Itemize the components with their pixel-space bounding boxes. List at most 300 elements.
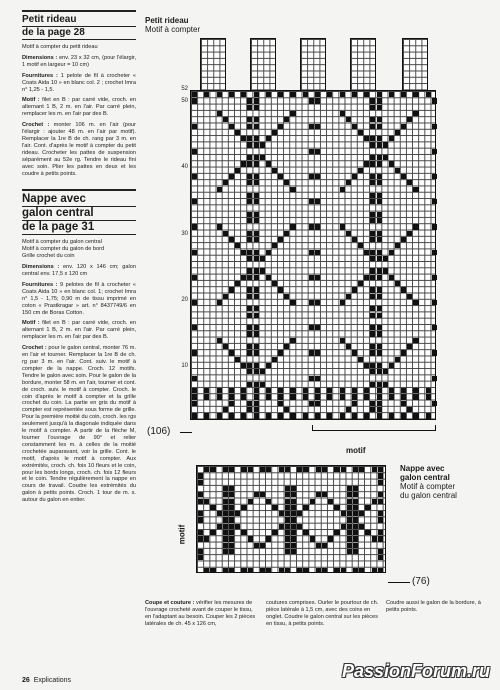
filled-square (241, 363, 246, 368)
filled-square (401, 287, 406, 292)
row-label: 30 (181, 231, 188, 237)
filled-square (217, 511, 222, 516)
filled-square (210, 568, 215, 573)
filled-square (241, 568, 246, 573)
filled-square (327, 388, 332, 393)
filled-square (401, 92, 406, 97)
dimensions-para: Dimensions : env. 120 x 146 cm; galon central env. 17,5 x 120 cm (22, 264, 136, 278)
filled-square (192, 124, 197, 129)
filled-square (272, 357, 277, 362)
filled-square (378, 499, 383, 504)
filled-square (285, 530, 290, 535)
filled-square (309, 300, 314, 305)
filled-square (192, 275, 197, 280)
filled-square (254, 250, 259, 255)
filled-square (401, 401, 406, 406)
filled-square (235, 357, 240, 362)
filled-square (247, 350, 252, 355)
filled-square (353, 467, 358, 472)
filled-square (210, 505, 215, 510)
filled-square (192, 199, 197, 204)
filled-square (198, 549, 203, 554)
filled-square (377, 124, 382, 129)
filled-square (229, 174, 234, 179)
filled-square (352, 92, 357, 97)
fournitures-para: Fournitures : 9 pelotes de fil à crocheter « Coats Aida 10 » en blanc col. 1; crochet Imra n° 1,5 - 1,75; 0,90 m de tissu imprimé en coton « Prastkragar » art. n° 8437749/6 en 150 cm de Boras Cotton. (22, 281, 136, 316)
filled-square (328, 499, 333, 504)
filled-square (413, 394, 418, 399)
filled-square (370, 199, 375, 204)
filled-square (309, 199, 314, 204)
stitch-count-106: (106) (147, 426, 171, 437)
filled-square (204, 467, 209, 472)
filled-square (377, 142, 382, 147)
filled-square (192, 388, 197, 393)
hanging-tab (200, 38, 226, 92)
filled-square (285, 517, 290, 522)
filled-square (247, 331, 252, 336)
filled-square (389, 136, 394, 141)
filled-square (229, 486, 234, 491)
filled-square (247, 136, 252, 141)
filled-square (217, 338, 222, 343)
filled-square (266, 568, 271, 573)
filled-square (192, 376, 197, 381)
filled-square (378, 467, 383, 472)
filled-square (247, 287, 252, 292)
filled-square (285, 524, 290, 529)
filled-square (401, 413, 406, 418)
filled-square (254, 382, 259, 387)
filled-square (370, 344, 375, 349)
filled-square (223, 499, 228, 504)
filled-square (192, 174, 197, 179)
filled-square (247, 98, 252, 103)
filled-square (278, 124, 283, 129)
filled-square (383, 369, 388, 374)
filled-square (315, 388, 320, 393)
filled-square (377, 363, 382, 368)
filled-square (315, 174, 320, 179)
filled-square (353, 530, 358, 535)
filled-square (254, 313, 259, 318)
filled-square (341, 524, 346, 529)
filled-square (223, 492, 228, 497)
filled-square (235, 511, 240, 516)
filled-square (247, 161, 252, 166)
filled-square (389, 388, 394, 393)
filled-square (315, 413, 320, 418)
filled-square (254, 294, 259, 299)
filled-square (378, 517, 383, 522)
filled-square (377, 306, 382, 311)
filled-square (223, 549, 228, 554)
filled-square (290, 187, 295, 192)
filled-square (309, 401, 314, 406)
filled-square (315, 98, 320, 103)
filled-square (278, 413, 283, 418)
filled-square (347, 524, 352, 529)
filled-square (229, 413, 234, 418)
filled-square (254, 344, 259, 349)
header-line: de la page 31 (22, 221, 136, 235)
filled-square (247, 294, 252, 299)
filled-square (254, 287, 259, 292)
motif-bracket (312, 425, 436, 431)
filled-square (254, 136, 259, 141)
filled-square (247, 174, 252, 179)
filled-square (340, 111, 345, 116)
filled-square (210, 530, 215, 535)
filled-square (316, 492, 321, 497)
filled-square (378, 473, 383, 478)
filled-square (223, 517, 228, 522)
filled-square (291, 536, 296, 541)
filled-square (303, 568, 308, 573)
filled-square (290, 338, 295, 343)
filled-square (413, 388, 418, 393)
filled-square (370, 287, 375, 292)
filled-square (223, 117, 228, 122)
filled-square (340, 338, 345, 343)
filled-square (389, 363, 394, 368)
filled-square (383, 382, 388, 387)
filled-square (377, 388, 382, 393)
filled-square (284, 407, 289, 412)
filled-square (389, 394, 394, 399)
filled-square (254, 369, 259, 374)
filled-square (316, 467, 321, 472)
filled-square (254, 199, 259, 204)
filled-square (370, 231, 375, 236)
filled-square (377, 218, 382, 223)
filled-square (395, 243, 400, 248)
filled-square (247, 369, 252, 374)
filled-square (248, 499, 253, 504)
filled-square (315, 394, 320, 399)
filled-square (241, 92, 246, 97)
filled-square (341, 511, 346, 516)
filled-square (432, 250, 437, 255)
filled-square (254, 256, 259, 261)
row-label: 10 (181, 363, 188, 369)
filled-square (346, 180, 351, 185)
filled-square (353, 499, 358, 504)
filled-square (198, 499, 203, 504)
filled-square (229, 388, 234, 393)
filled-square (229, 124, 234, 129)
filled-square (303, 530, 308, 535)
filled-square (370, 369, 375, 374)
filled-square (365, 505, 370, 510)
filled-square (204, 92, 209, 97)
filled-square (217, 111, 222, 116)
filled-square (266, 467, 271, 472)
filled-square (432, 376, 437, 381)
filled-square (254, 174, 259, 179)
filled-square (370, 350, 375, 355)
filled-square (247, 199, 252, 204)
filled-square (377, 268, 382, 273)
filled-square (266, 92, 271, 97)
filled-square (241, 136, 246, 141)
filled-square (223, 568, 228, 573)
filled-square (223, 536, 228, 541)
motif-label-vertical: motif (177, 524, 187, 545)
couture-para-3: Coudre aussi le galon de la bordure, à petits points. (386, 600, 481, 613)
filled-square (254, 394, 259, 399)
filled-square (223, 543, 228, 548)
filled-square (217, 388, 222, 393)
filled-square (395, 168, 400, 173)
filled-square (290, 413, 295, 418)
filled-square (377, 155, 382, 160)
filled-square (247, 407, 252, 412)
filled-square (235, 168, 240, 173)
filled-square (247, 231, 252, 236)
filled-square (192, 394, 197, 399)
filled-square (229, 394, 234, 399)
filled-square (266, 250, 271, 255)
filled-square (241, 275, 246, 280)
filled-square (407, 180, 412, 185)
filled-square (260, 268, 265, 273)
section-header-petit-rideau (22, 10, 136, 40)
filled-square (341, 467, 346, 472)
filled-square (370, 174, 375, 179)
filled-square (285, 492, 290, 497)
filled-square (346, 407, 351, 412)
filled-square (248, 467, 253, 472)
filled-square (204, 394, 209, 399)
filled-square (260, 155, 265, 160)
filled-square (235, 130, 240, 135)
filled-square (315, 92, 320, 97)
filled-square (352, 394, 357, 399)
filled-square (272, 281, 277, 286)
filled-square (192, 98, 197, 103)
filled-square (401, 394, 406, 399)
filled-square (198, 517, 203, 522)
filled-square (353, 511, 358, 516)
filled-square (192, 250, 197, 255)
filled-square (291, 511, 296, 516)
page-footer: 26 Explications (22, 677, 72, 684)
filled-square (297, 467, 302, 472)
filled-square (260, 492, 265, 497)
filled-square (254, 98, 259, 103)
motif-line: Motif à compter du galon de bord (22, 246, 105, 253)
filled-square (364, 275, 369, 280)
filled-square (365, 530, 370, 535)
filled-square (254, 161, 259, 166)
filled-square (192, 149, 197, 154)
filled-square (254, 407, 259, 412)
filled-square (254, 117, 259, 122)
filled-square (401, 124, 406, 129)
filled-square (413, 338, 418, 343)
filled-square (247, 325, 252, 330)
filled-square (285, 499, 290, 504)
filled-square (291, 486, 296, 491)
filled-square (217, 413, 222, 418)
filled-square (192, 92, 197, 97)
filled-square (247, 218, 252, 223)
filled-square (389, 161, 394, 166)
chart1-title: Petit rideau Motif à compter (145, 16, 201, 34)
filled-square (370, 193, 375, 198)
filled-square (309, 224, 314, 229)
filled-square (377, 237, 382, 242)
filled-square (192, 413, 197, 418)
filled-square (223, 505, 228, 510)
filled-square (426, 394, 431, 399)
filled-square (370, 407, 375, 412)
filled-square (327, 394, 332, 399)
filled-square (370, 142, 375, 147)
filled-square (315, 376, 320, 381)
filled-square (260, 369, 265, 374)
filled-square (315, 124, 320, 129)
filled-square (247, 275, 252, 280)
filled-square (377, 331, 382, 336)
filled-square (279, 524, 284, 529)
hanging-tab (300, 38, 326, 92)
filled-square (303, 388, 308, 393)
filled-square (254, 218, 259, 223)
filled-square (377, 350, 382, 355)
filled-square (370, 268, 375, 273)
filled-square (347, 543, 352, 548)
filled-square (254, 142, 259, 147)
crochet-para: Crochet : monter 106 m. en l'air (pour l'élargir : ajouter 48 m. en l'air par motif). Remplacer la 1re B de ch. rang par 3 m. en l'air. Cont. d'après le motif à compter du petit rideau. Crocheter les pattes de suspension séparément au 52e rg. Tendre le rideau fini avec soin. Plier les pattes en deux et les coudre à petits points. (22, 122, 136, 177)
filled-square (254, 388, 259, 393)
filled-square (278, 350, 283, 355)
filled-square (309, 149, 314, 154)
filled-square (198, 480, 203, 485)
filled-square (364, 250, 369, 255)
filled-square (347, 536, 352, 541)
filled-square (370, 401, 375, 406)
filled-square (278, 174, 283, 179)
filled-square (378, 555, 383, 560)
filled-square (401, 174, 406, 179)
filled-square (266, 161, 271, 166)
filled-square (247, 142, 252, 147)
filled-square (217, 224, 222, 229)
filled-square (254, 155, 259, 160)
filled-square (413, 300, 418, 305)
filled-square (235, 524, 240, 529)
filled-square (247, 105, 252, 110)
filled-square (383, 155, 388, 160)
filled-square (353, 549, 358, 554)
filled-square (353, 486, 358, 491)
filled-square (352, 401, 357, 406)
filled-square (223, 344, 228, 349)
filled-square (322, 467, 327, 472)
filled-square (370, 180, 375, 185)
filled-square (432, 401, 437, 406)
filled-square (407, 294, 412, 299)
filled-square (352, 287, 357, 292)
filled-square (346, 117, 351, 122)
filled-square (377, 344, 382, 349)
hanging-tab (250, 38, 276, 92)
section-header-nappe (22, 189, 136, 235)
filled-square (334, 568, 339, 573)
filled-square (241, 250, 246, 255)
filled-square (389, 413, 394, 418)
filled-square (272, 530, 277, 535)
filled-square (370, 331, 375, 336)
filled-square (359, 467, 364, 472)
filled-square (198, 536, 203, 541)
filled-square (407, 407, 412, 412)
filled-square (353, 524, 358, 529)
filled-square (309, 350, 314, 355)
filled-square (315, 325, 320, 330)
filled-square (426, 92, 431, 97)
filled-square (229, 237, 234, 242)
galon-central-chart (196, 465, 386, 573)
filled-square (432, 199, 437, 204)
filled-square (303, 92, 308, 97)
filled-square (217, 187, 222, 192)
filled-square (229, 568, 234, 573)
filled-square (370, 218, 375, 223)
filled-square (370, 294, 375, 299)
filled-square (247, 117, 252, 122)
filled-square (389, 250, 394, 255)
filled-square (315, 350, 320, 355)
filled-square (377, 369, 382, 374)
motif-line: Motif à compter du galon central (22, 239, 102, 246)
filled-square (347, 530, 352, 535)
filled-square (223, 231, 228, 236)
header-line: de la page 28 (22, 27, 136, 40)
filled-square (432, 149, 437, 154)
filled-square (291, 505, 296, 510)
filled-square (372, 536, 377, 541)
filled-square (247, 401, 252, 406)
motif-line: Grille crochet du coin (22, 253, 75, 260)
filled-square (378, 549, 383, 554)
filled-square (254, 124, 259, 129)
filled-square (254, 212, 259, 217)
filled-square (353, 568, 358, 573)
filled-square (254, 331, 259, 336)
motif-line: Motif à compter du petit rideau (22, 44, 98, 50)
filled-square (241, 161, 246, 166)
filled-square (247, 250, 252, 255)
filled-square (327, 92, 332, 97)
filled-square (377, 161, 382, 166)
filled-square (370, 363, 375, 368)
filled-square (359, 511, 364, 516)
filled-square (285, 511, 290, 516)
filled-square (192, 325, 197, 330)
filled-square (285, 549, 290, 554)
filled-square (426, 413, 431, 418)
filled-square (284, 117, 289, 122)
filled-square (254, 193, 259, 198)
filled-square (322, 492, 327, 497)
filled-square (266, 413, 271, 418)
filled-square (370, 155, 375, 160)
filled-square (266, 499, 271, 504)
filled-square (347, 511, 352, 516)
